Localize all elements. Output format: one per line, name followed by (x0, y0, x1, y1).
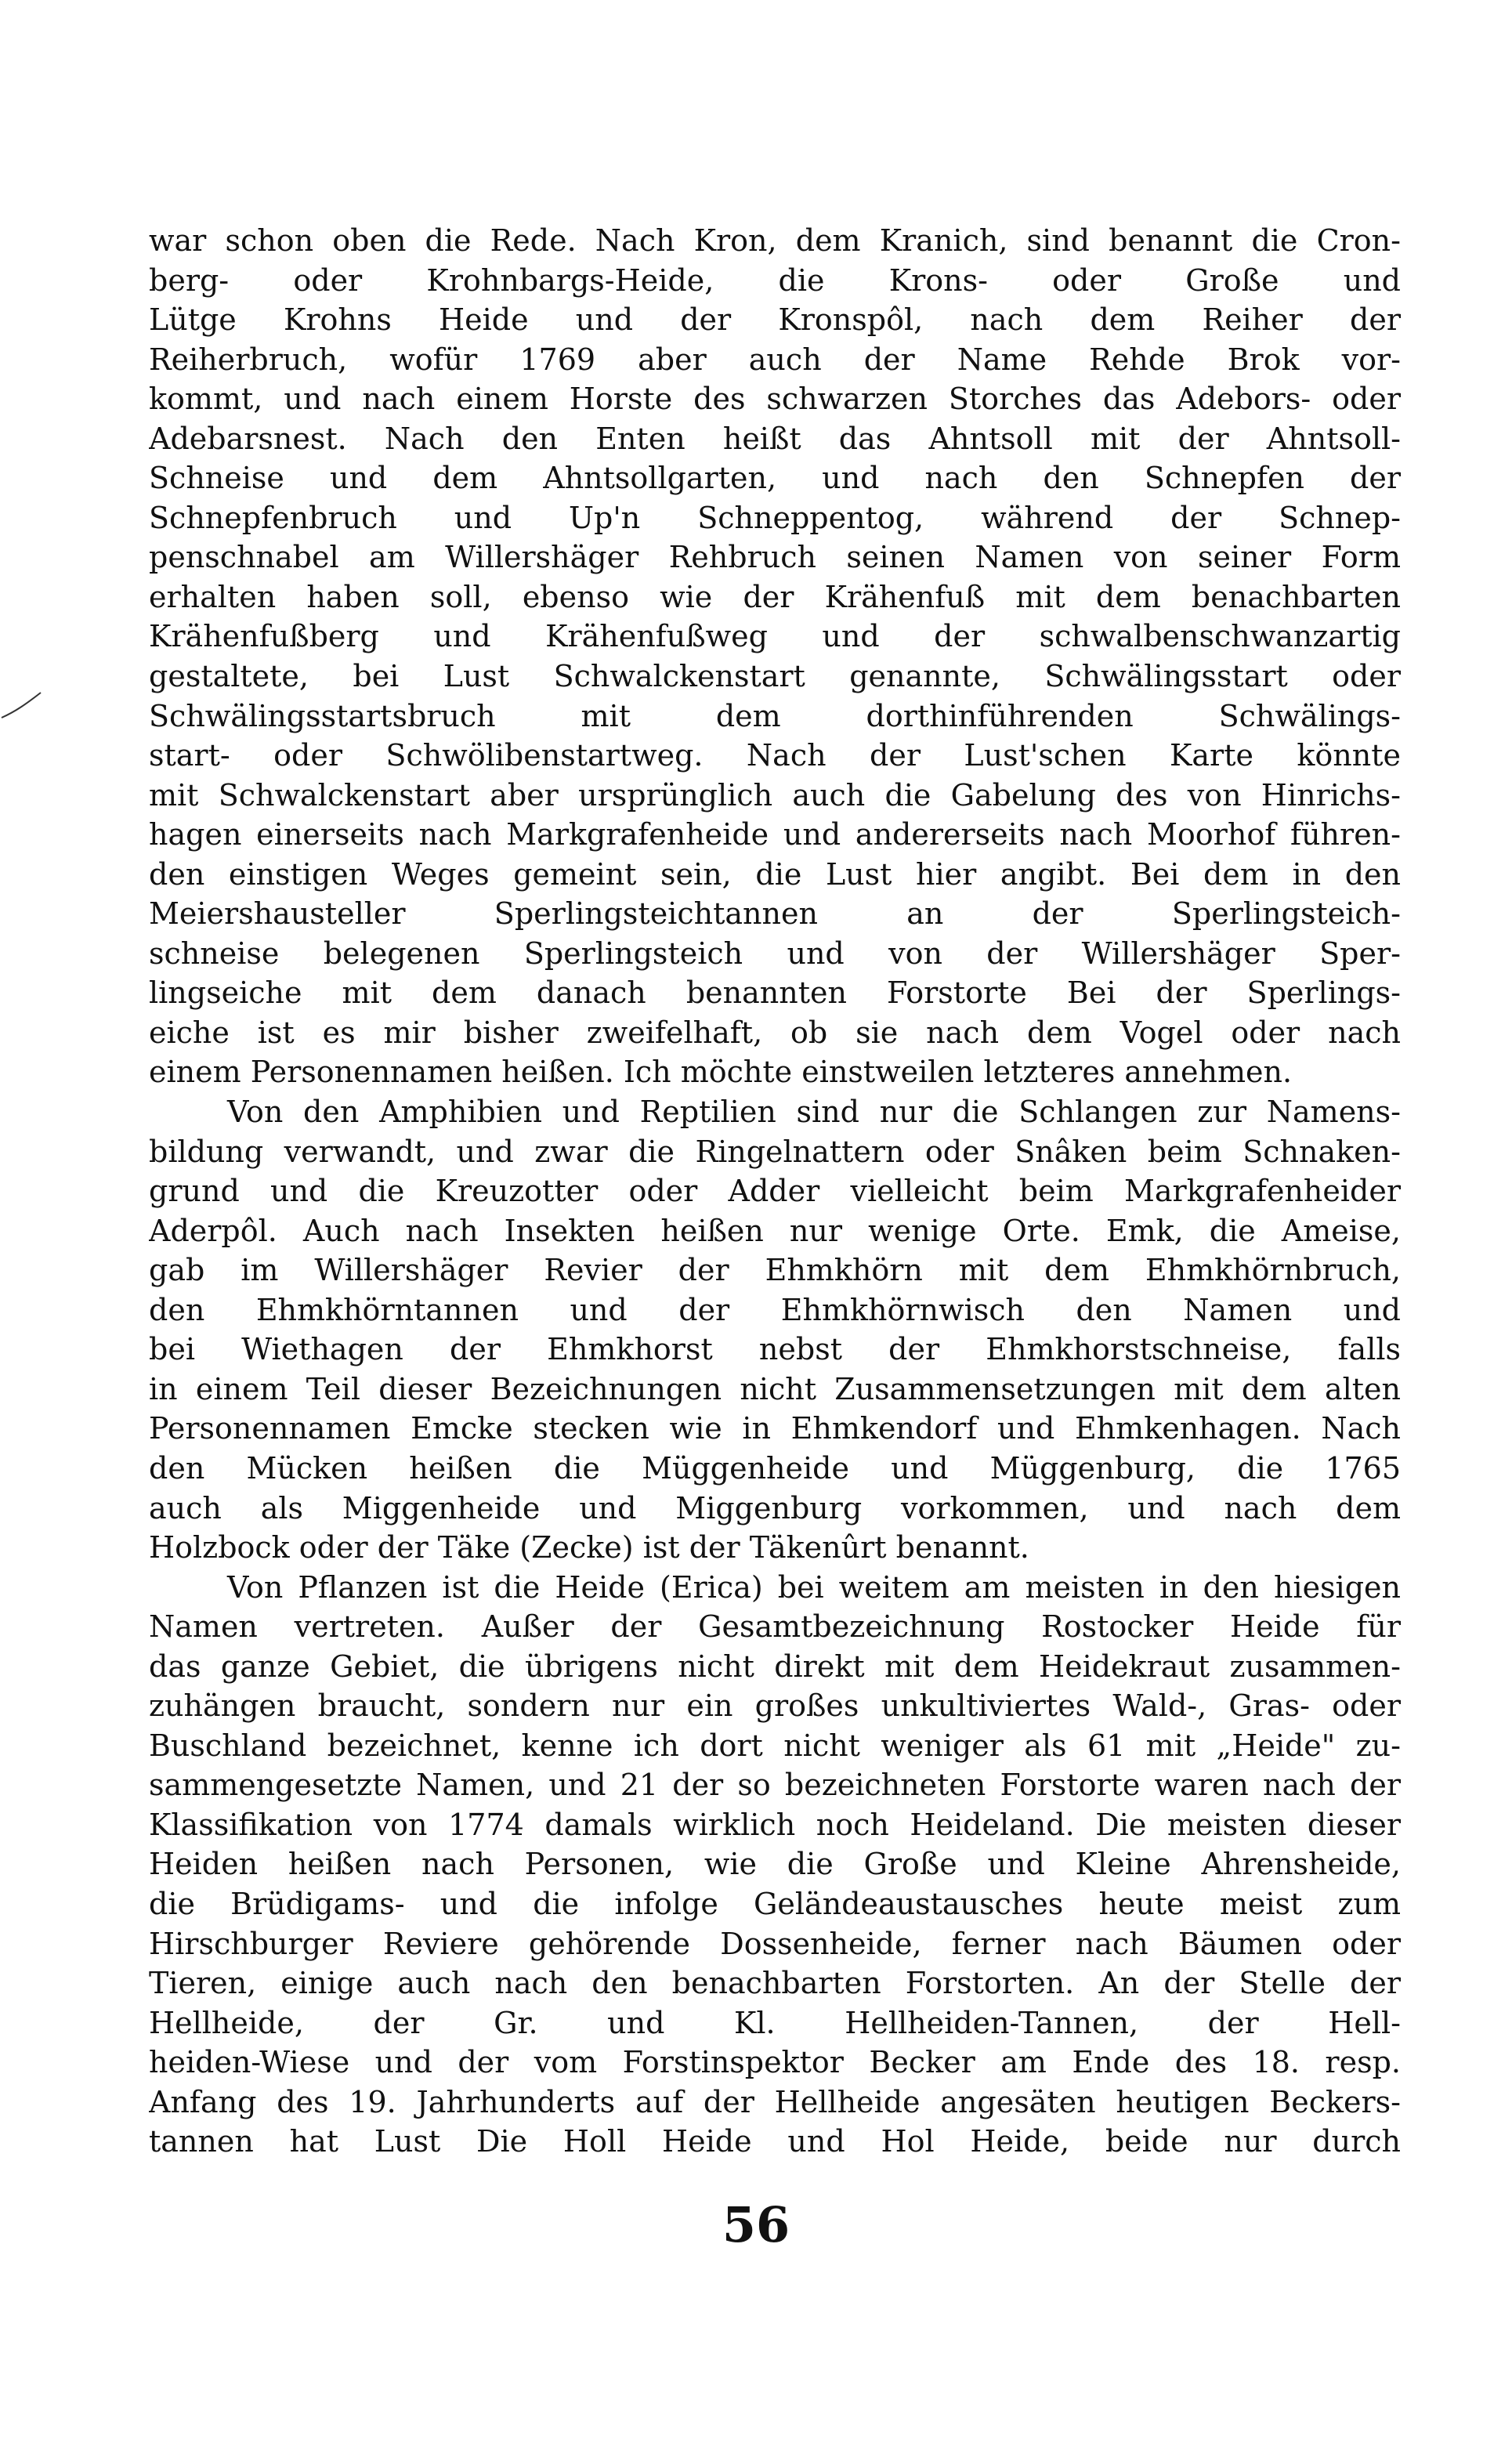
text-line: lingseiche mit dem danach benannten Forstorte Bei der Sperlings- (149, 975, 1401, 1011)
page-number: 56 (722, 2196, 790, 2253)
text-line: auch als Miggenheide und Miggenburg vorkommen, und nach dem (149, 1490, 1401, 1525)
text-line: penschnabel am Willershäger Rehbruch seinen Namen von seiner Form (149, 540, 1401, 575)
text-line: sammengesetzte Namen, und 21 der so bezeichneten Forstorte waren nach der (149, 1768, 1401, 1803)
text-line: gestaltete, bei Lust Schwalckenstart genannte, Schwälingsstart oder (149, 659, 1401, 694)
text-line: gab im Willershäger Revier der Ehmkhörn mit dem Ehmkhörnbruch, (149, 1253, 1401, 1288)
text-line: mit Schwalckenstart aber ursprünglich auch die Gabelung des von Hinrichs- (149, 777, 1401, 812)
text-line: die Brüdigams- und die infolge Geländeaustausches heute meist zum (149, 1886, 1401, 1921)
text-line: Schneise und dem Ahntsollgarten, und nach den Schnepfen der (149, 461, 1401, 496)
text-line: Schnepfenbruch und Up'n Schneppentog, während der Schnep- (149, 500, 1401, 535)
text-line: start- oder Schwölibenstartweg. Nach der Lust'schen Karte könnte (149, 738, 1401, 773)
text-line: Adebarsnest. Nach den Enten heißt das Ahntsoll mit der Ahntsoll- (149, 421, 1401, 456)
text-line: Holzbock oder der Täke (Zecke) ist der Täkenûrt benannt. (149, 1530, 1029, 1565)
text-line: Krähenfußberg und Krähenfußweg und der schwalbenschwanzartig (149, 619, 1401, 654)
text-line: berg- oder Krohnbargs-Heide, die Krons- oder Große und (149, 262, 1401, 298)
text-line: Namen vertreten. Außer der Gesamtbezeichnung Rostocker Heide für (149, 1609, 1401, 1645)
text-line: Anfang des 19. Jahrhunderts auf der Hellheide angesäten heutigen Beckers- (149, 2084, 1401, 2119)
text-line: Hirschburger Reviere gehörende Dossenheide, ferner nach Bäumen oder (149, 1926, 1401, 1961)
text-line: in einem Teil dieser Bezeichnungen nicht Zusammensetzungen mit dem alten (149, 1371, 1401, 1406)
text-line: eiche ist es mir bisher zweifelhaft, ob sie nach dem Vogel oder nach (149, 1015, 1401, 1050)
text-line: Hellheide, der Gr. und Kl. Hellheiden-Tannen, der Hell- (149, 2005, 1401, 2040)
text-line: tannen hat Lust Die Holl Heide und Hol Heide, beide nur durch (149, 2124, 1401, 2159)
text-line: Heiden heißen nach Personen, wie die Große und Kleine Ahrensheide, (149, 1847, 1401, 1882)
text-line: Buschland bezeichnet, kenne ich dort nicht weniger als 61 mit „Heide" zu- (149, 1728, 1401, 1763)
text-line: einem Personennamen heißen. Ich möchte einstweilen letzteres annehmen. (149, 1055, 1293, 1090)
text-line: Schwälingsstartsbruch mit dem dorthinführenden Schwälings- (149, 698, 1401, 733)
text-line: hagen einerseits nach Markgrafenheide und andererseits nach Moorhof führen- (149, 817, 1401, 852)
text-line: Meiershausteller Sperlingsteichtannen an der Sperlingsteich- (149, 896, 1401, 932)
text-line: den Ehmkhörntannen und der Ehmkhörnwisch den Namen und (149, 1292, 1401, 1327)
text-line: grund und die Kreuzotter oder Adder vielleicht beim Markgrafenheider (149, 1174, 1401, 1209)
text-line: Personennamen Emcke stecken wie in Ehmkendorf und Ehmkenhagen. Nach (149, 1411, 1401, 1446)
text-line: das ganze Gebiet, die übrigens nicht direkt mit dem Heidekraut zusammen- (149, 1649, 1401, 1684)
text-line: Klassifikation von 1774 damals wirklich noch Heideland. Die meisten dieser (149, 1807, 1401, 1842)
margin-pencil-mark (0, 689, 47, 721)
text-line: bei Wiethagen der Ehmkhorst nebst der Ehmkhorstschneise, falls (149, 1332, 1401, 1367)
text-line: war schon oben die Rede. Nach Kron, dem Kranich, sind benannt die Cron- (149, 223, 1401, 258)
text-line: erhalten haben soll, ebenso wie der Krähenfuß mit dem benachbarten (149, 579, 1401, 614)
text-line: Lütge Krohns Heide und der Kronspôl, nach dem Reiher der (149, 302, 1401, 338)
text-line: heiden-Wiese und der vom Forstinspektor Becker am Ende des 18. resp. (149, 2045, 1401, 2080)
text-line: schneise belegenen Sperlingsteich und von der Willershäger Sper- (149, 936, 1401, 971)
text-line: Tieren, einige auch nach den benachbarten Forstorten. An der Stelle der (149, 1966, 1401, 2001)
text-line: den einstigen Weges gemeint sein, die Lust hier angibt. Bei dem in den (149, 856, 1401, 892)
text-line: den Mücken heißen die Müggenheide und Müggenburg, die 1765 (149, 1450, 1401, 1486)
text-line: zuhängen braucht, sondern nur ein großes unkultiviertes Wald-, Gras- oder (149, 1688, 1401, 1724)
body-text (149, 221, 1401, 2162)
text-line: Aderpôl. Auch nach Insekten heißen nur wenige Orte. Emk, die Ameise, (149, 1213, 1401, 1248)
text-line: kommt, und nach einem Horste des schwarzen Storches das Adebors- oder (149, 382, 1401, 417)
paragraph-first-line: Von Pflanzen ist die Heide (Erica) bei weitem am meisten in den hiesigen (227, 1569, 1401, 1605)
paragraph-first-line: Von den Amphibien und Reptilien sind nur die Schlangen zur Namens- (227, 1095, 1401, 1130)
text-line: Reiherbruch, wofür 1769 aber auch der Name Rehde Brok vor- (149, 342, 1401, 377)
text-line: bildung verwandt, und zwar die Ringelnattern oder Snâken beim Schnaken- (149, 1134, 1401, 1169)
